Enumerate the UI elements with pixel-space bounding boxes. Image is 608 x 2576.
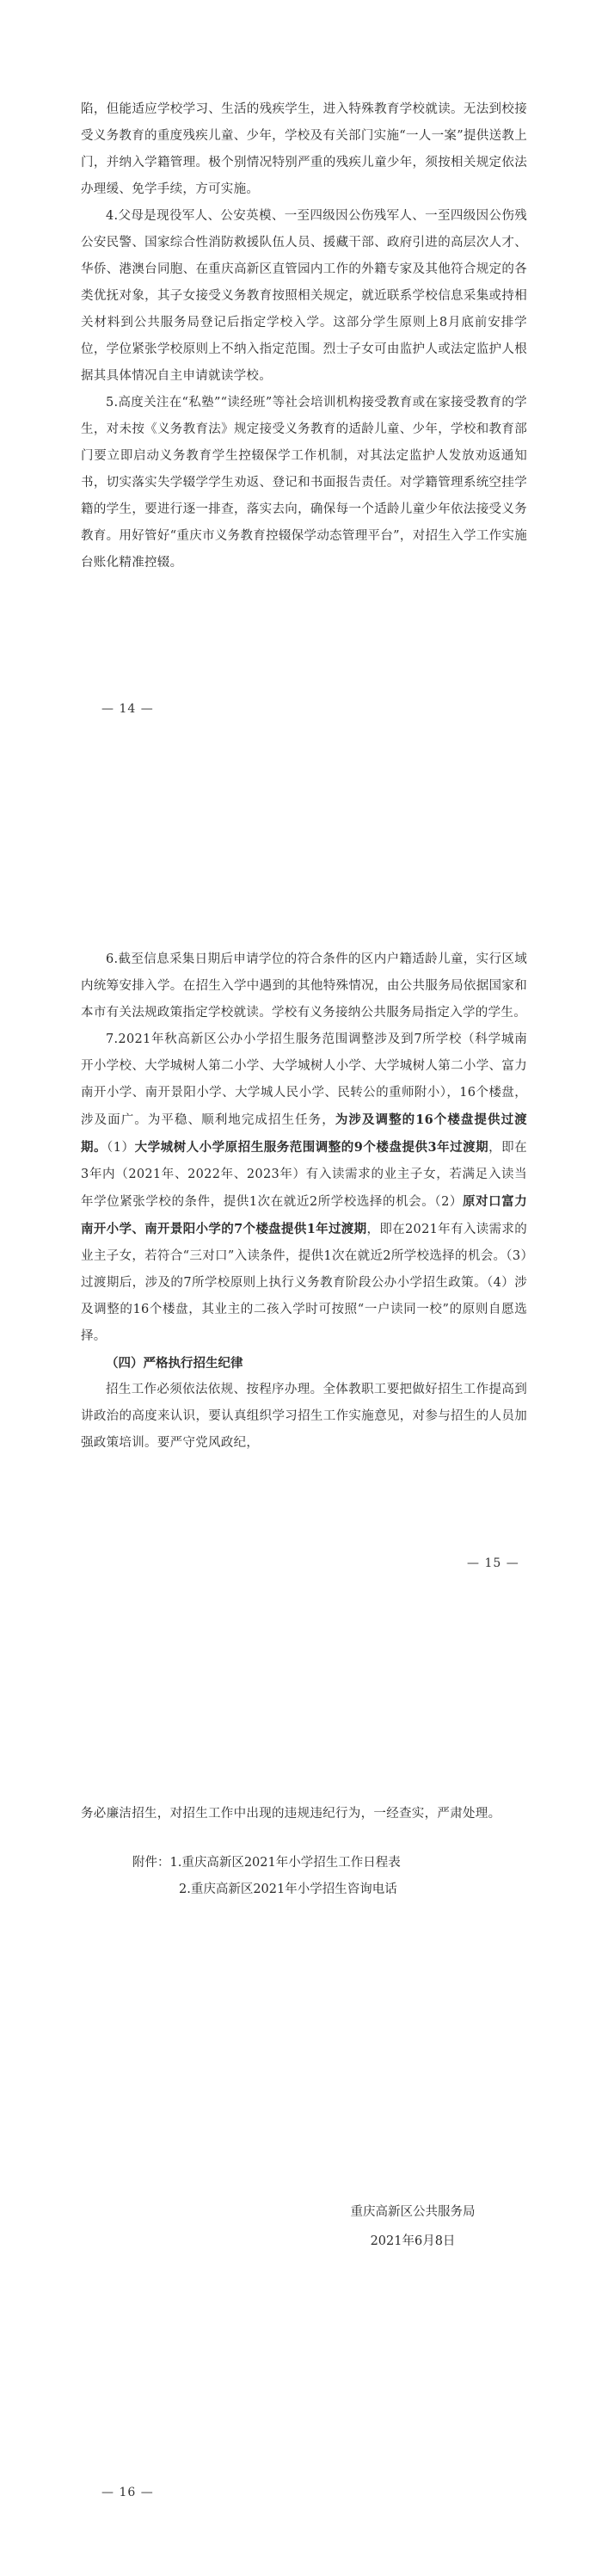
page-number-16: — 16 — [101,2486,154,2499]
paragraph-disabled-students: 陷，但能适应学校学习、生活的残疾学生，进入特殊教育学校就读。无法到校接受义务教育的重度残疾儿童、少年，学校及有关部门实施“一人一案”提供送教上门，并纳入学籍管理。极个别情况特别严重的残疾儿童少年，须按相关规定依法办理缓、免学手续，方可实施。 [81,102,527,196]
signature-org: 重庆高新区公共服务局 [350,2205,476,2219]
page-15 [0,946,608,1457]
page-number-14: — 14 — [101,702,154,716]
attachment-label: 附件： [132,1856,170,1870]
attachment-list [81,1850,527,1903]
paragraph-item-6: 6.截至信息采集日期后申请学位的符合条件的区内户籍适龄儿童，实行区域内统筹安排入学。在招生入学中遇到的其他特殊情况，由公共服务局依据国家和本市有关法规政策指定学校就读。学校有义务接纳公共服务局指定入学的学生。 [81,952,527,1020]
paragraph-discipline: 招生工作必须依法依规、按程序办理。全体教职工要把做好招生工作提高到讲政治的高度来认识，要认真组织学习招生工作实施意见，对参与招生的人员加强政策培训。要严守党风政纪， [81,1383,527,1450]
page-14 [0,96,608,576]
paragraph-item-4: 4.父母是现役军人、公安英模、一至四级因公伤残军人、一至四级因公伤残公安民警、国家综合性消防救援队伍人员、援藏干部、政府引进的高层次人才、华侨、港澳台同胞、在重庆高新区直管园内工作的外籍专家及其他符合规定的各类优抚对象，其子女接受义务教育按照相关规定，就近联系学校信息采集或持相关材料到公共服务局登记后指定学校入学。这部分学生原则上8月底前安排学位，学位紧张学校原则上不纳入指定范围。烈士子女可由监护人或法定监护人根据其具体情况自主申请就读学校。 [81,209,527,383]
paragraph-item-7: 7.2021年秋高新区公办小学招生服务范围调整涉及到7所学校（科学城南开小学校、大学城树人第二小学、大学城树人小学、大学城树人第二小学、富力南开小学、南开景阳小学、大学城人民小学、民转公的重师附小），16个楼盘，涉及面广。为平稳、顺利地完成招生任务，为涉及调整的16个楼盘提供过渡期。（1）大学城树人小学原招生服务范围调整的9个楼盘提供3年过渡期，即在3年内（2021年、2022年、2023年）有入读需求的业主子女，若满足入读当年学位紧张学校的条件，提供1次在就近2所学校选择的机会。（2）原对口富力南开小学、南开景阳小学的7个楼盘提供1年过渡期，即在2021年有入读需求的业主子女，若符合“三对口”入读条件，提供1次在就近2所学校选择的机会。（3）过渡期后，涉及的7所学校原则上执行义务教育阶段公办小学招生政策。（4）涉及调整的16个楼盘，其业主的二孩入学时可按照“一户读同一校”的原则自愿选择。 [81,1032,527,1343]
attachment-1: 1.重庆高新区2021年小学招生工作日程表 [169,1856,401,1870]
paragraph-item-5: 5.高度关注在“私塾”“读经班”等社会培训机构接受教育或在家接受教育的学生，对未按《义务教育法》规定接受义务教育的适龄儿童、少年，学校和教育部门要立即启动义务教育学生控辍保学工作机制，对其法定监护人发放劝返通知书，切实落实失学辍学学生劝返、登记和书面报告责任。对学籍管理系统空挂学籍的学生，要进行逐一排查，落实去向，确保每一个适龄儿童少年依法接受义务教育。用好管好“重庆市义务教育控辍保学动态管理平台”，对招生入学工作实施台账化精准控辍。 [81,396,527,570]
page-16 [0,1801,608,1903]
attachment-2: 2.重庆高新区2021年小学招生咨询电话 [179,1883,397,1896]
section-heading-discipline: （四）严格执行招生纪律 [106,1356,243,1371]
page-number-15: — 15 — [467,1556,519,1570]
paragraph-discipline-cont: 务必廉洁招生，对招生工作中出现的违规违纪行为，一经查实，严肃处理。 [81,1807,501,1821]
signature-date: 2021年6月8日 [370,2234,456,2248]
